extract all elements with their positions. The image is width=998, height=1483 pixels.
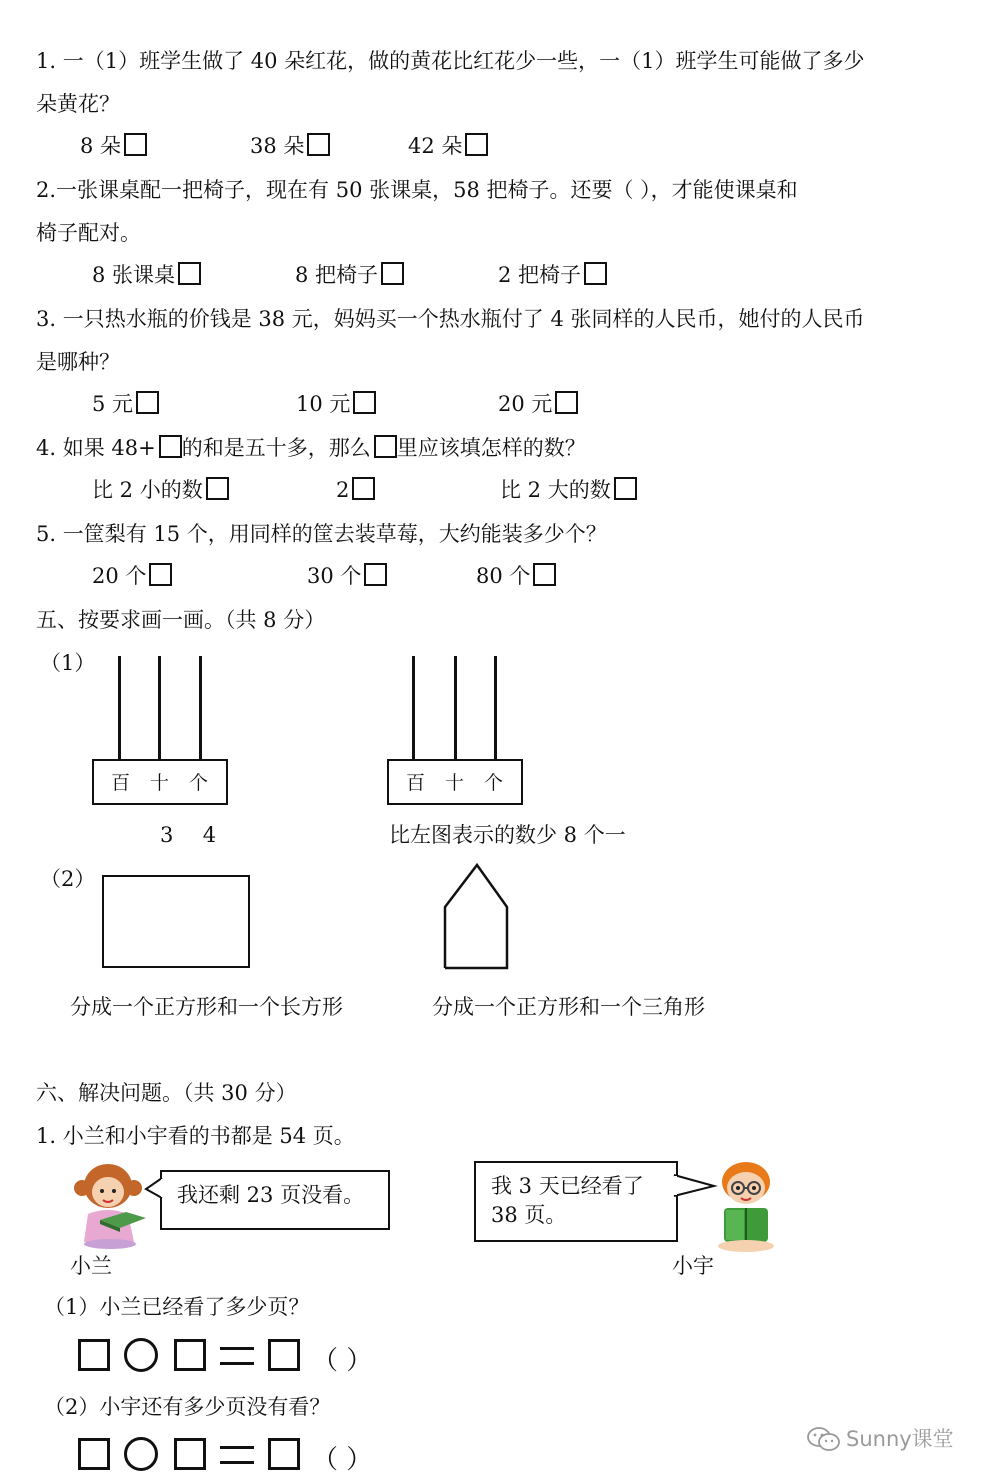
checkbox[interactable] xyxy=(136,391,159,414)
operator-circle[interactable] xyxy=(124,1338,158,1372)
q5-option-c[interactable]: 80 个 xyxy=(476,563,556,589)
answer-box[interactable] xyxy=(78,1438,110,1470)
abacus-rod xyxy=(199,656,202,760)
unit-parentheses[interactable]: （ ） xyxy=(312,1445,373,1475)
q4-text: 4. 如果 48+ 的和是五十多，那么 里应该填怎样的数？ xyxy=(36,436,586,460)
p2-label: （2） xyxy=(40,867,96,891)
q5-text: 5. 一筐梨有 15 个，用同样的筐去装草莓，大约能装多少个？ xyxy=(36,522,607,546)
place-label-ones: 个 xyxy=(484,772,504,794)
operator-circle[interactable] xyxy=(124,1437,158,1471)
abacus-rod xyxy=(412,656,415,760)
abacus-left-caption: 3 4 xyxy=(160,823,217,847)
q3-option-b[interactable]: 10 元 xyxy=(296,391,376,417)
boy-reading-icon xyxy=(708,1158,786,1254)
checkbox[interactable] xyxy=(206,477,229,500)
rectangle-shape xyxy=(102,875,250,968)
p1-label: （1） xyxy=(40,651,96,675)
checkbox[interactable] xyxy=(353,391,376,414)
equals-sign xyxy=(220,1446,254,1464)
q3-text-line2: 是哪种？ xyxy=(36,350,120,374)
answer-box[interactable] xyxy=(174,1339,206,1371)
shape1-caption: 分成一个正方形和一个长方形 xyxy=(70,995,343,1019)
abacus-rod xyxy=(454,656,457,760)
checkbox[interactable] xyxy=(178,262,201,285)
watermark-text: Sunny课堂 xyxy=(846,1427,954,1451)
place-label-tens: 十 xyxy=(150,772,170,794)
answer-box[interactable] xyxy=(174,1438,206,1470)
equals-sign xyxy=(220,1347,254,1365)
checkbox[interactable] xyxy=(307,133,330,156)
place-label-hundreds: 百 xyxy=(406,772,426,794)
checkbox[interactable] xyxy=(465,133,488,156)
checkbox[interactable] xyxy=(364,563,387,586)
abacus-rod xyxy=(158,656,161,760)
abacus-rod xyxy=(118,656,121,760)
girl-reading-icon xyxy=(66,1158,158,1250)
q1-option-b[interactable]: 38 朵 xyxy=(250,133,330,159)
s6-q1-text: 1. 小兰和小宇看的书都是 54 页。 xyxy=(36,1124,355,1148)
checkbox[interactable] xyxy=(381,262,404,285)
q1-text-line1: 1. 一（1）班学生做了 40 朵红花，做的黄花比红花少一些，一（1）班学生可能做了多少 xyxy=(36,49,865,73)
place-label-tens: 十 xyxy=(445,772,465,794)
pentagon-shape xyxy=(440,860,512,972)
q3-option-c[interactable]: 20 元 xyxy=(498,391,578,417)
q2-text-line1: 2.一张课桌配一把椅子，现在有 50 张课桌，58 把椅子。还要（ ），才能使课桌和 xyxy=(36,178,798,202)
q4-option-b[interactable]: 2 xyxy=(336,477,375,503)
bubble-lan-text: 我还剩 23 页没看。 xyxy=(177,1183,365,1207)
abacus-rod xyxy=(494,656,497,760)
q2-text-line2: 椅子配对。 xyxy=(36,221,141,245)
name-yu: 小宇 xyxy=(672,1254,714,1278)
blank-box[interactable] xyxy=(159,435,182,458)
place-label-ones: 个 xyxy=(189,772,209,794)
q4-option-a[interactable]: 比 2 小的数 xyxy=(92,477,229,503)
checkbox[interactable] xyxy=(533,563,556,586)
checkbox[interactable] xyxy=(352,477,375,500)
q2-option-c[interactable]: 2 把椅子 xyxy=(498,262,607,288)
bubble-yu-line1: 我 3 天已经看了 xyxy=(491,1174,644,1198)
q1-text-line2: 朵黄花？ xyxy=(36,92,120,116)
blank-box[interactable] xyxy=(374,435,397,458)
checkbox[interactable] xyxy=(584,262,607,285)
section5-heading: 五、按要求画一画。（共 8 分） xyxy=(36,608,326,632)
sub-question-1: （1）小兰已经看了多少页？ xyxy=(44,1295,310,1319)
q1-option-a[interactable]: 8 朵 xyxy=(80,133,147,159)
shape2-caption: 分成一个正方形和一个三角形 xyxy=(432,995,705,1019)
answer-box[interactable] xyxy=(78,1339,110,1371)
bubble-yu-line2: 38 页。 xyxy=(491,1203,567,1227)
q5-option-a[interactable]: 20 个 xyxy=(92,563,172,589)
sub-question-2: （2）小宇还有多少页没有看？ xyxy=(44,1395,331,1419)
place-label-hundreds: 百 xyxy=(111,772,131,794)
checkbox[interactable] xyxy=(124,133,147,156)
q1-option-c[interactable]: 42 朵 xyxy=(408,133,488,159)
name-lan: 小兰 xyxy=(70,1254,112,1278)
checkbox[interactable] xyxy=(614,477,637,500)
q5-option-b[interactable]: 30 个 xyxy=(307,563,387,589)
q3-text-line1: 3. 一只热水瓶的价钱是 38 元，妈妈买一个热水瓶付了 4 张同样的人民币，她付的人民币 xyxy=(36,307,865,331)
q3-option-a[interactable]: 5 元 xyxy=(92,391,159,417)
unit-parentheses[interactable]: （ ） xyxy=(312,1346,373,1376)
checkbox[interactable] xyxy=(149,563,172,586)
q2-option-a[interactable]: 8 张课桌 xyxy=(92,262,201,288)
q2-option-b[interactable]: 8 把椅子 xyxy=(295,262,404,288)
wechat-icon xyxy=(806,1426,842,1452)
checkbox[interactable] xyxy=(555,391,578,414)
answer-box[interactable] xyxy=(268,1438,300,1470)
section6-heading: 六、解决问题。（共 30 分） xyxy=(36,1081,297,1105)
answer-box[interactable] xyxy=(268,1339,300,1371)
q4-option-c[interactable]: 比 2 大的数 xyxy=(500,477,637,503)
abacus-right-caption: 比左图表示的数少 8 个一 xyxy=(389,823,626,847)
bubble-tail xyxy=(144,1176,166,1202)
